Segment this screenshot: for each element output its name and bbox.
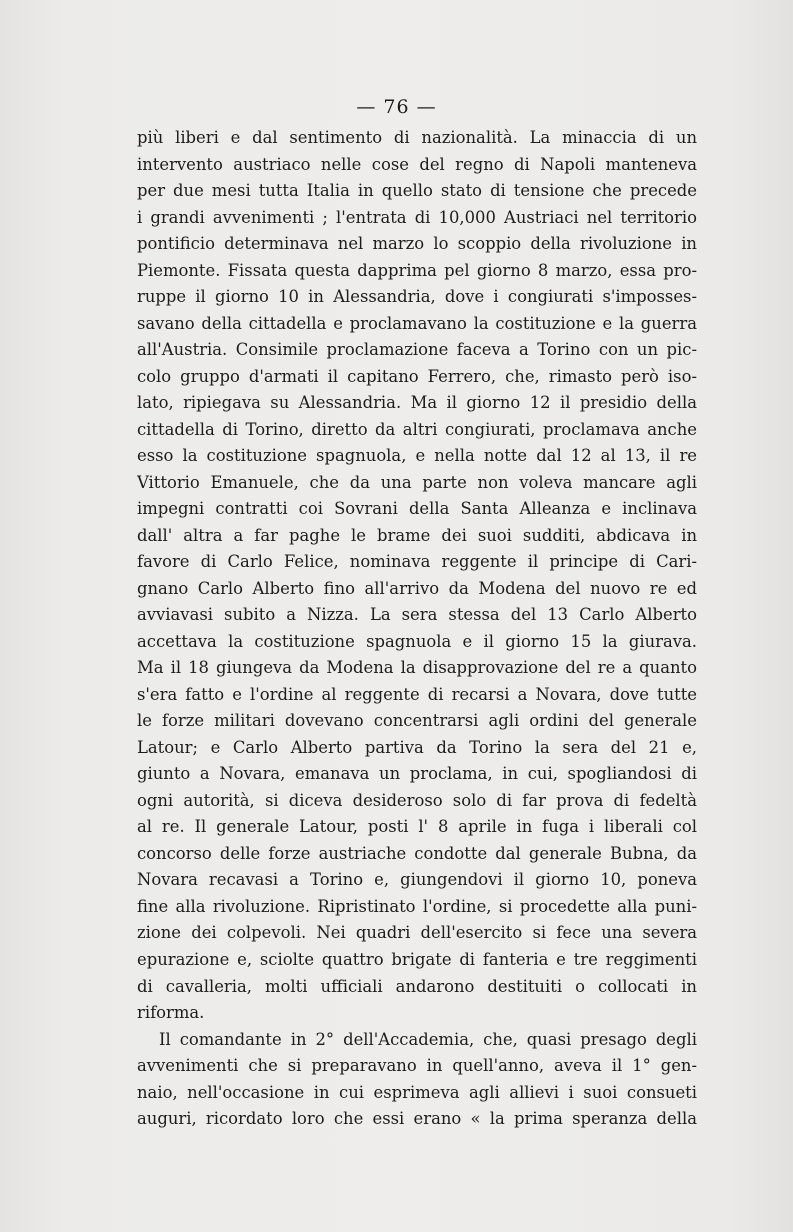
text-line: epurazione e, sciolte quattro brigate di fanteria e tre reggimenti bbox=[137, 949, 697, 969]
text-line: al re. Il generale Latour, posti l' 8 aprile in fuga i liberali col bbox=[137, 817, 697, 837]
text-line: concorso delle forze austriache condotte dal generale Bubna, da bbox=[137, 843, 697, 863]
text-line: accettava la costituzione spagnuola e il giorno 15 la giurava. bbox=[137, 631, 697, 651]
text-line: per due mesi tutta Italia in quello stato di tensione che precede bbox=[137, 181, 697, 201]
page-number: — 76 — bbox=[356, 96, 437, 118]
text-line: Vittorio Emanuele, che da una parte non voleva mancare agli bbox=[137, 472, 697, 492]
text-line: cittadella di Torino, diretto da altri congiurati, proclamava anche bbox=[137, 419, 697, 439]
text-line: impegni contratti coi Sovrani della Santa Alleanza e inclinava bbox=[137, 499, 697, 519]
text-line: gnano Carlo Alberto fino all'arrivo da Modena del nuovo re ed bbox=[137, 578, 697, 598]
text-line: le forze militari dovevano concentrarsi agli ordini del generale bbox=[137, 711, 697, 731]
text-line: auguri, ricordato loro che essi erano « la prima speranza della bbox=[137, 1109, 697, 1129]
text-line: Ma il 18 giungeva da Modena la disapprovazione del re a quanto bbox=[137, 658, 697, 678]
text-line: i grandi avvenimenti ; l'entrata di 10,000 Austriaci nel territorio bbox=[137, 207, 697, 227]
text-line: di cavalleria, molti ufficiali andarono destituiti o collocati in bbox=[137, 976, 697, 996]
text-line: ruppe il giorno 10 in Alessandria, dove i congiurati s'imposses- bbox=[137, 287, 697, 307]
text-line: Latour; e Carlo Alberto partiva da Torino la sera del 21 e, bbox=[137, 737, 697, 757]
text-line: lato, ripiegava su Alessandria. Ma il giorno 12 il presidio della bbox=[137, 393, 697, 413]
text-line: fine alla rivoluzione. Ripristinato l'ordine, si procedette alla puni- bbox=[137, 896, 697, 916]
text-line: avviavasi subito a Nizza. La sera stessa del 13 Carlo Alberto bbox=[137, 605, 697, 625]
body-text bbox=[137, 125, 697, 1133]
text-line: Il comandante in 2° dell'Accademia, che, quasi presago degli bbox=[159, 1029, 697, 1049]
text-line: Piemonte. Fissata questa dapprima pel giorno 8 marzo, essa pro- bbox=[137, 260, 697, 280]
text-line: naio, nell'occasione in cui esprimeva agli allievi i suoi consueti bbox=[137, 1082, 697, 1102]
text-line: Novara recavasi a Torino e, giungendovi il giorno 10, poneva bbox=[137, 870, 697, 890]
text-line: savano della cittadella e proclamavano la costituzione e la guerra bbox=[137, 313, 697, 333]
text-line: colo gruppo d'armati il capitano Ferrero, che, rimasto però iso- bbox=[137, 366, 697, 386]
text-line: pontificio determinava nel marzo lo scoppio della rivoluzione in bbox=[137, 234, 697, 254]
text-line: più liberi e dal sentimento di nazionalità. La minaccia di un bbox=[137, 128, 697, 147]
text-line: favore di Carlo Felice, nominava reggente il principe di Cari- bbox=[137, 552, 697, 572]
text-line: giunto a Novara, emanava un proclama, in cui, spogliandosi di bbox=[137, 764, 697, 784]
text-line: riforma. bbox=[137, 1003, 205, 1023]
text-line: dall' altra a far paghe le brame dei suoi sudditi, abdicava in bbox=[137, 525, 697, 545]
text-line: intervento austriaco nelle cose del regno di Napoli manteneva bbox=[137, 154, 697, 174]
text-line: esso la costituzione spagnuola, e nella notte dal 12 al 13, il re bbox=[137, 446, 697, 466]
text-line: ogni autorità, si diceva desideroso solo di far prova di fedeltà bbox=[137, 790, 697, 810]
text-line: all'Austria. Consimile proclamazione faceva a Torino con un pic- bbox=[137, 340, 697, 360]
text-line: zione dei colpevoli. Nei quadri dell'esercito si fece una severa bbox=[137, 923, 697, 943]
text-line: avvenimenti che si preparavano in quell'anno, aveva il 1° gen- bbox=[137, 1056, 697, 1076]
text-line: s'era fatto e l'ordine al reggente di recarsi a Novara, dove tutte bbox=[137, 684, 697, 704]
